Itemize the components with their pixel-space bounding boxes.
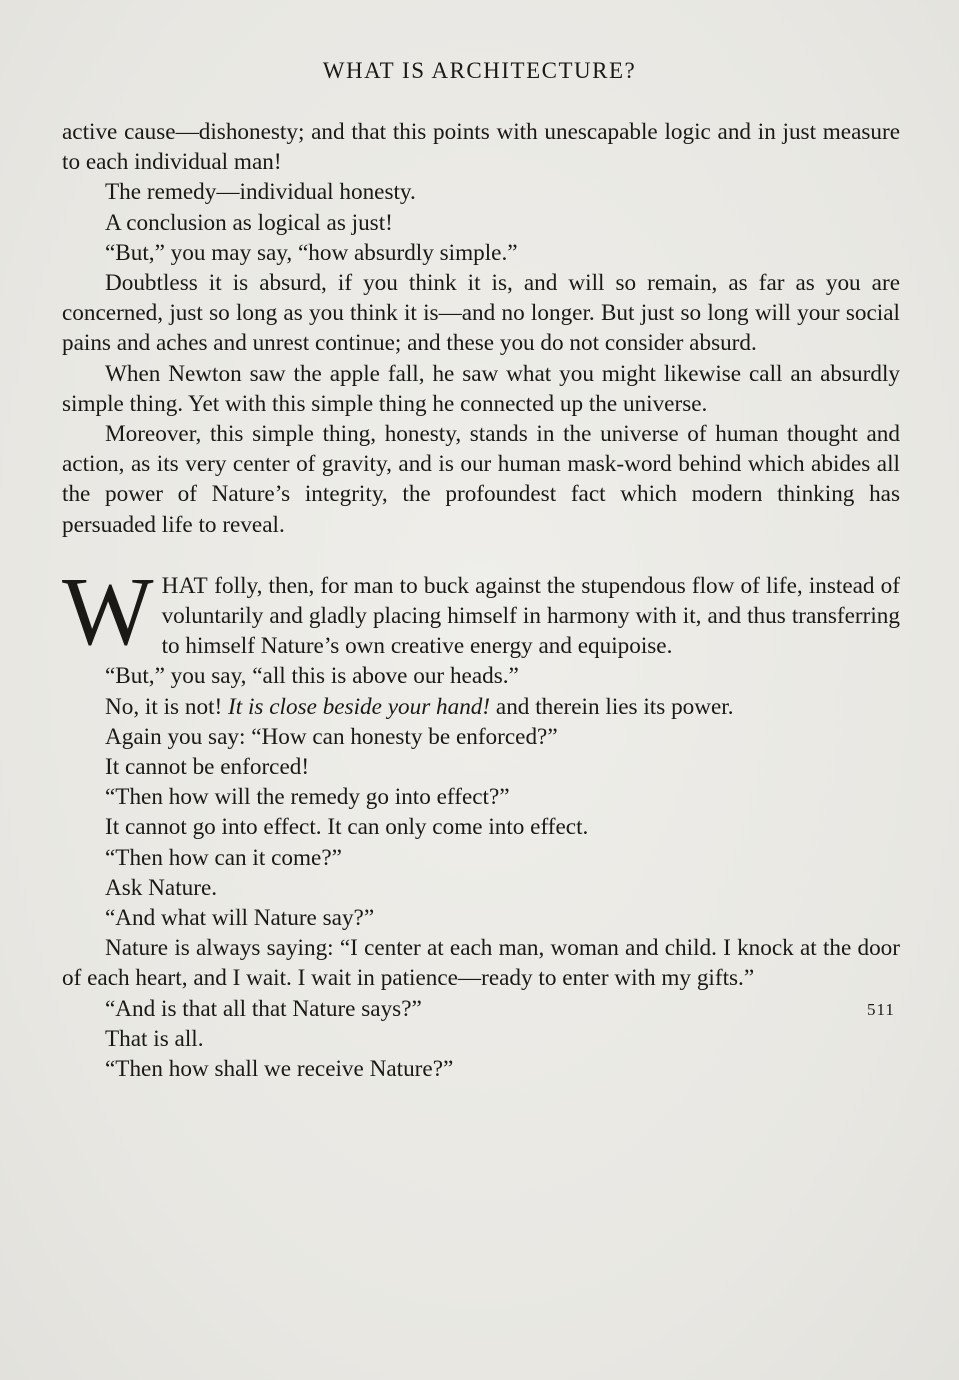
dropcap-paragraph [62, 557, 900, 665]
paragraph: “Then how can it come?” [105, 844, 342, 871]
paragraph: “Then how shall we receive Nature?” [105, 1056, 454, 1083]
paragraph: active cause—dishonesty; and that this points with unescapable logic and in just measure to each individual man! [62, 119, 900, 176]
paragraph: It cannot be enforced! [105, 754, 310, 781]
page-number: 511 [867, 1000, 895, 1019]
paragraph-tail: and therein lies its power. [490, 693, 734, 720]
paragraph: “And what will Nature say?” [105, 905, 375, 932]
paragraph: Ask Nature. [105, 874, 218, 901]
dropcap-paragraph-text: folly, then, for man to buck against the stupendous flow of life, instead of voluntarily and gladly placing himself in harmony with it, and thus transferring to himself Nature’s own creative energy and equipoise. [161, 572, 900, 660]
paragraph: The remedy—individual honesty. [105, 179, 416, 206]
paragraph: It cannot go into effect. It can only come into effect. [105, 814, 589, 841]
paragraph: Doubtless it is absurd, if you think it is, and will so remain, as far as you are concerned, just so long as you think it is—and no longer. But just so long will your social pains and aches and unrest continue; and these you do not consider absurd. [62, 270, 900, 357]
paragraph: Moreover, this simple thing, honesty, stands in the universe of human thought and action, as its very center of gravity, and is our human mask-word behind which abides all the power of Nature’s integrity, the profoundest fact which modern thinking has persuaded life to reveal. [62, 421, 900, 538]
paragraph: When Newton saw the apple fall, he saw what you might likewise call an absurdly simple thing. Yet with this simple thing he connected up the universe. [62, 360, 900, 417]
paragraph: “And is that all that Nature says?” [105, 995, 422, 1022]
italic-phrase: It is close beside your hand! [228, 693, 491, 720]
paragraph: “Then how will the remedy go into effect?” [105, 784, 510, 811]
paragraph: A conclusion as logical as just! [105, 209, 393, 236]
paragraph: Again you say: “How can honesty be enforced?” [105, 723, 558, 750]
paragraph: That is all. [105, 1025, 204, 1052]
paragraph: Nature is always saying: “I center at each man, woman and child. I knock at the door of each heart, and I wait. I wait in patience—ready to enter with my gifts.” [62, 935, 900, 992]
paragraph-with-italic [62, 692, 900, 722]
section-break [62, 540, 900, 571]
drop-cap-initial: W [62, 557, 154, 665]
dropcap-lead-word: HAT [161, 572, 209, 599]
paragraph: “But,” you may say, “how absurdly simple.” [105, 239, 518, 266]
paragraph: “But,” you say, “all this is above our heads.” [105, 663, 519, 690]
body-text [62, 117, 900, 1084]
running-title: WHAT IS ARCHITECTURE? [322, 58, 637, 83]
paragraph-lead: No, it is not! [105, 693, 229, 720]
